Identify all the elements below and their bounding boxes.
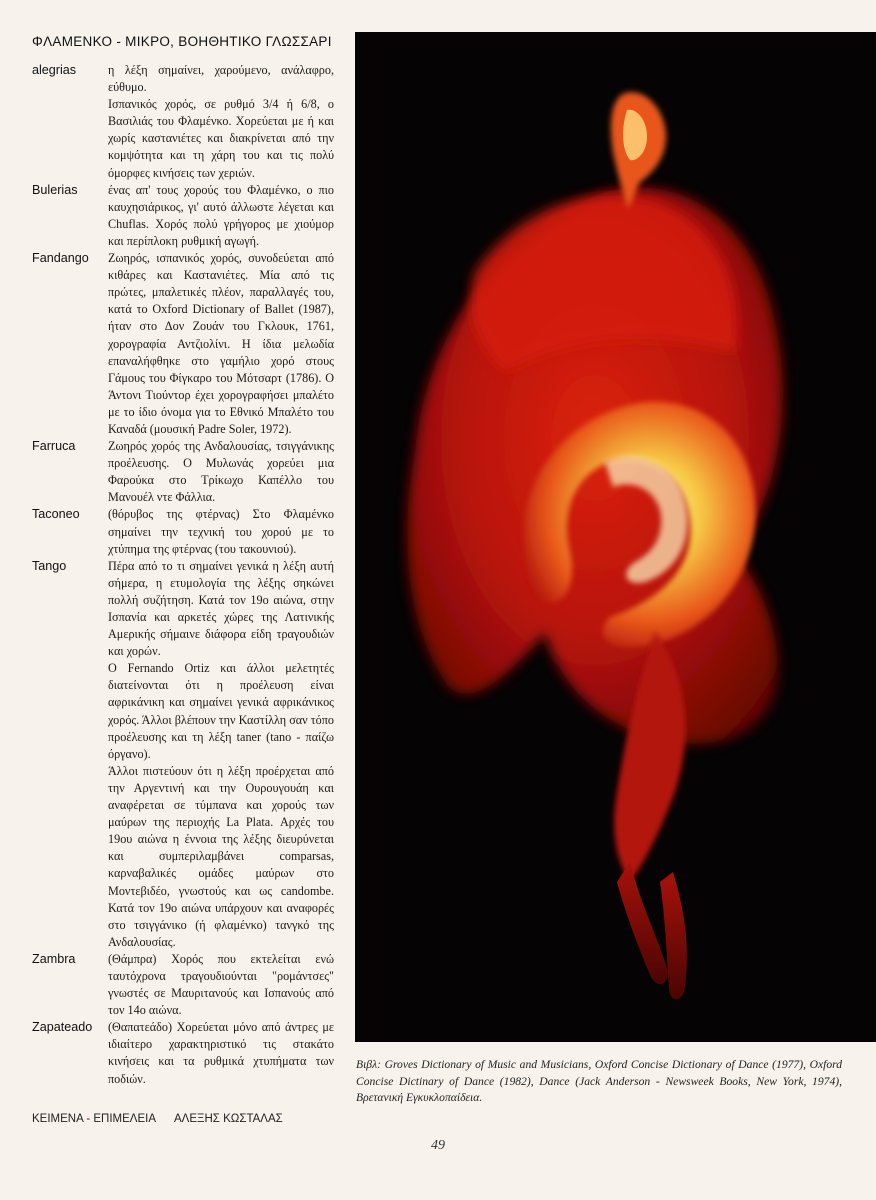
glossary-term: Bulerias xyxy=(32,182,78,197)
definition-paragraph: Άλλοι πιστεύουν ότι η λέξη προέρχεται από την Αργεντινή και την Ουρουγουάη και αναφέρεται σε τύμπανα και χορούς των μαύρων της περιοχής La Plata. Αρχές του 19ου αιώνα η έννοια της λέξης διευρύνεται και συμπεριλαμβάνει comparsas, καρναβαλικές ομάδες μαύρων στο Μοντεβιδέο, γνωστούς και ως candombe. Κατά τον 19ο αιώνα υπάρχουν και αναφορές στο τσιγγάνικο (ή φλαμένκο) τανγκό της Ανδαλουσίας. xyxy=(108,763,334,949)
glossary-term: alegrias xyxy=(32,63,77,77)
glossary-definition xyxy=(108,182,334,250)
page-title: ΦΛΑΜΕΝΚΟ - ΜΙΚΡΟ, ΒΟΗΘΗΤΙΚΟ ΓΛΩΣΣΑΡΙ xyxy=(32,34,332,49)
credits-author: ΑΛΕΞΗΣ ΚΩΣΤΑΛΑΣ xyxy=(173,1113,283,1125)
definition-paragraph: Ζωηρός χορός της Ανδαλουσίας, τσιγγάνικης προέλευσης. Ο Μυλωνάς χορεύει μια Φαρούκα στο Τρίκωχο Καπέλλο του Μανουέλ ντε Φάλλια. xyxy=(108,439,334,505)
glossary-term: Tango xyxy=(32,558,67,573)
glossary-entry xyxy=(32,182,334,250)
glossary-term: Fandango xyxy=(32,251,89,266)
glossary-term: Taconeo xyxy=(32,507,80,522)
glossary-definition xyxy=(108,558,334,951)
glossary-term: Zapateado xyxy=(32,1020,93,1035)
glossary-definition xyxy=(108,951,334,1019)
page-number: 49 xyxy=(431,1138,445,1153)
glossary-entry xyxy=(32,951,334,1019)
photo-caption: Βιβλ: Groves Dictionary of Music and Musicians, Oxford Concise Dictionary of Dance (1977), Oxford Concise Dictinary of Dance (1982), Dance (Jack Anderson - Newsweek Books, New York, 1974), Βρετανική Εγκυκλοπαίδεια. xyxy=(356,1058,842,1104)
definition-paragraph: Ο Fernando Ortiz και άλλοι μελετητές διατείνονται ότι η προέλευση είναι αφρικάνικη και σημαίνει γενικά αφρικάνικος χορός. Άλλοι βλέπουν την Καστίλλη σαν τόπο προέλευσης και τη λέξη taner (tano - παίζω όργανο). xyxy=(108,661,334,761)
definition-paragraph: Πέρα από το τι σημαίνει γενικά η λέξη αυτή σήμερα, η ετυμολογία της λέξης σηκώνει πολλή συζήτηση. Κατά τον 19ο αιώνα, στην Ισπανία και αρκετές χώρες της Λατινικής Αμερικής σήμαινε διάφορα είδη τραγουδιών και χορών. xyxy=(108,558,334,659)
glossary-definition xyxy=(108,506,334,557)
flamenco-dancer-photo xyxy=(355,32,876,1042)
definition-paragraph: η λέξη σημαίνει, χαρούμενο, ανάλαφρο, εύθυμο. xyxy=(108,63,334,95)
glossary-entry xyxy=(32,1019,334,1087)
glossary-list xyxy=(32,62,334,1088)
definition-paragraph: ένας απ' τους χορούς του Φλαμένκο, ο πιο καυχησιάρικος, γι' αυτό άλλωστε λέγεται και Chuflas. Χορός πολύ γρήγορος με χιούμορ και περίπλοκη ρυθμική αγωγή. xyxy=(108,182,334,248)
glossary-entry xyxy=(32,506,334,557)
glossary-definition xyxy=(108,1019,334,1087)
glossary-term: Farruca xyxy=(32,439,76,454)
definition-paragraph: Ισπανικός χορός, σε ρυθμό 3/4 ή 6/8, ο Βασιλιάς του Φλαμένκο. Χορεύεται με ή και χωρίς καστανιέτες και διακρίνεται από την κομψότητα και τη χάρη του και τις πολύ όμορφες κινήσεις των χεριών. xyxy=(108,97,334,180)
glossary-entry xyxy=(32,250,334,438)
definition-paragraph: (Θάμπρα) Χορός που εκτελείται ενώ ταυτόχρονα τραγουδιούνται "ρομάντσες" γνωστές σε Μαυριτανούς και Ισπανούς από τον 14ο αιώνα. xyxy=(108,951,334,1018)
dancer-illustration xyxy=(355,32,876,1042)
glossary-entry xyxy=(32,558,334,951)
glossary-entry xyxy=(32,62,334,182)
glossary-definition xyxy=(108,250,334,438)
glossary-definition xyxy=(108,62,334,182)
credits xyxy=(32,1113,283,1125)
glossary-definition xyxy=(108,438,334,506)
glossary-term: Zambra xyxy=(32,951,76,966)
definition-paragraph: Ζωηρός, ισπανικός χορός, συνοδεύεται από κιθάρες και Καστανιέτες. Μία από τις πρώτες, μπαλετικές πλέον, παραλλαγές του, κατά το Oxford Dictionary of Ballet (1987), ήταν στο Δον Ζουάν του Γκλουκ, 1761, χορογραφία Αντζιολίνι. Η ίδια μελωδία επαναλήφθηκε στο γαμήλιο χορό στους Γάμους του Φίγκαρο του Μότσαρτ (1786). Ο Άντονι Τιούντορ έχει χορογραφήσει μπαλέτο με το ίδιο όνομα για το Εθνικό Μπαλέτο του Καναδά (μουσική Padre Soler, 1972). xyxy=(108,251,334,436)
glossary-entry xyxy=(32,438,334,506)
credits-label: ΚΕΙΜΕΝΑ - ΕΠΙΜΕΛΕΙΑ xyxy=(32,1113,156,1125)
definition-paragraph: (θόρυβος της φτέρνας) Στο Φλαμένκο σημαίνει την τεχνική του χορού με το χτύπημα της φτέρνας (του τακουνιού). xyxy=(108,507,334,556)
definition-paragraph: (Θαπατεάδο) Χορεύεται μόνο από άντρες με ιδιαίτερο χαρακτηριστικό τις στακάτο κινήσεις και τα ρυθμικά χτυπήματα των ποδιών. xyxy=(108,1020,334,1086)
